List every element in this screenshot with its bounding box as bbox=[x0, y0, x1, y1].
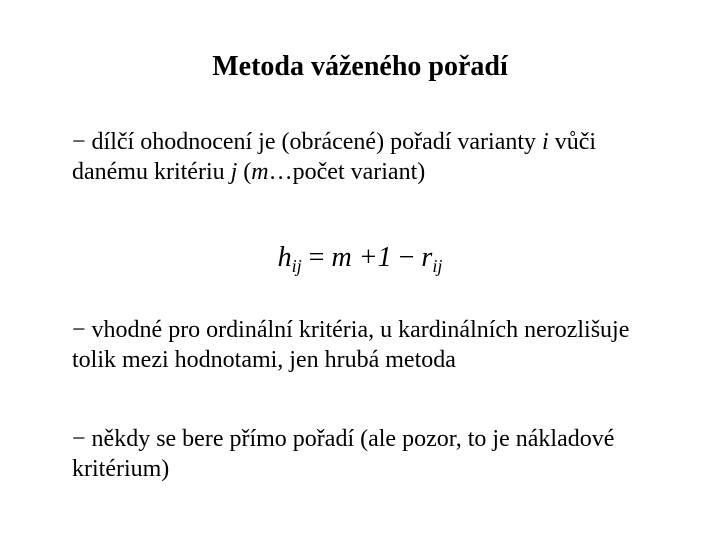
bullet-partial-evaluation bbox=[72, 127, 672, 187]
text-segment: vůči danému kritériu bbox=[72, 129, 597, 185]
formula-minus: − bbox=[391, 242, 422, 273]
text-segment: ( bbox=[237, 159, 252, 185]
formula-r: r bbox=[421, 242, 433, 273]
formula bbox=[0, 240, 720, 284]
formula-h-subscript: ij bbox=[291, 256, 302, 276]
text-segment: − dílčí ohodnocení je (obrácené) pořadí varianty bbox=[72, 129, 543, 155]
formula-plus-one: +1 bbox=[351, 242, 392, 273]
formula-equals: = bbox=[301, 242, 332, 273]
variable-m: m bbox=[251, 159, 269, 185]
formula-h: h bbox=[277, 242, 292, 273]
slide-title: Metoda váženého pořadí bbox=[212, 51, 508, 82]
variable-i: i bbox=[542, 129, 549, 155]
formula-r-subscript: ij bbox=[432, 256, 443, 276]
bullet-suitability: − vhodné pro ordinální kritéria, u kardinálních nerozlišuje tolik mezi hodnotami, jen hrubá metoda bbox=[72, 317, 630, 373]
bullet-direct-rank: − někdy se bere přímo pořadí (ale pozor, to je nákladové kritérium) bbox=[72, 426, 615, 482]
formula-m: m bbox=[331, 242, 352, 273]
text-segment: …počet variant) bbox=[268, 159, 426, 185]
variable-j: j bbox=[230, 159, 238, 185]
